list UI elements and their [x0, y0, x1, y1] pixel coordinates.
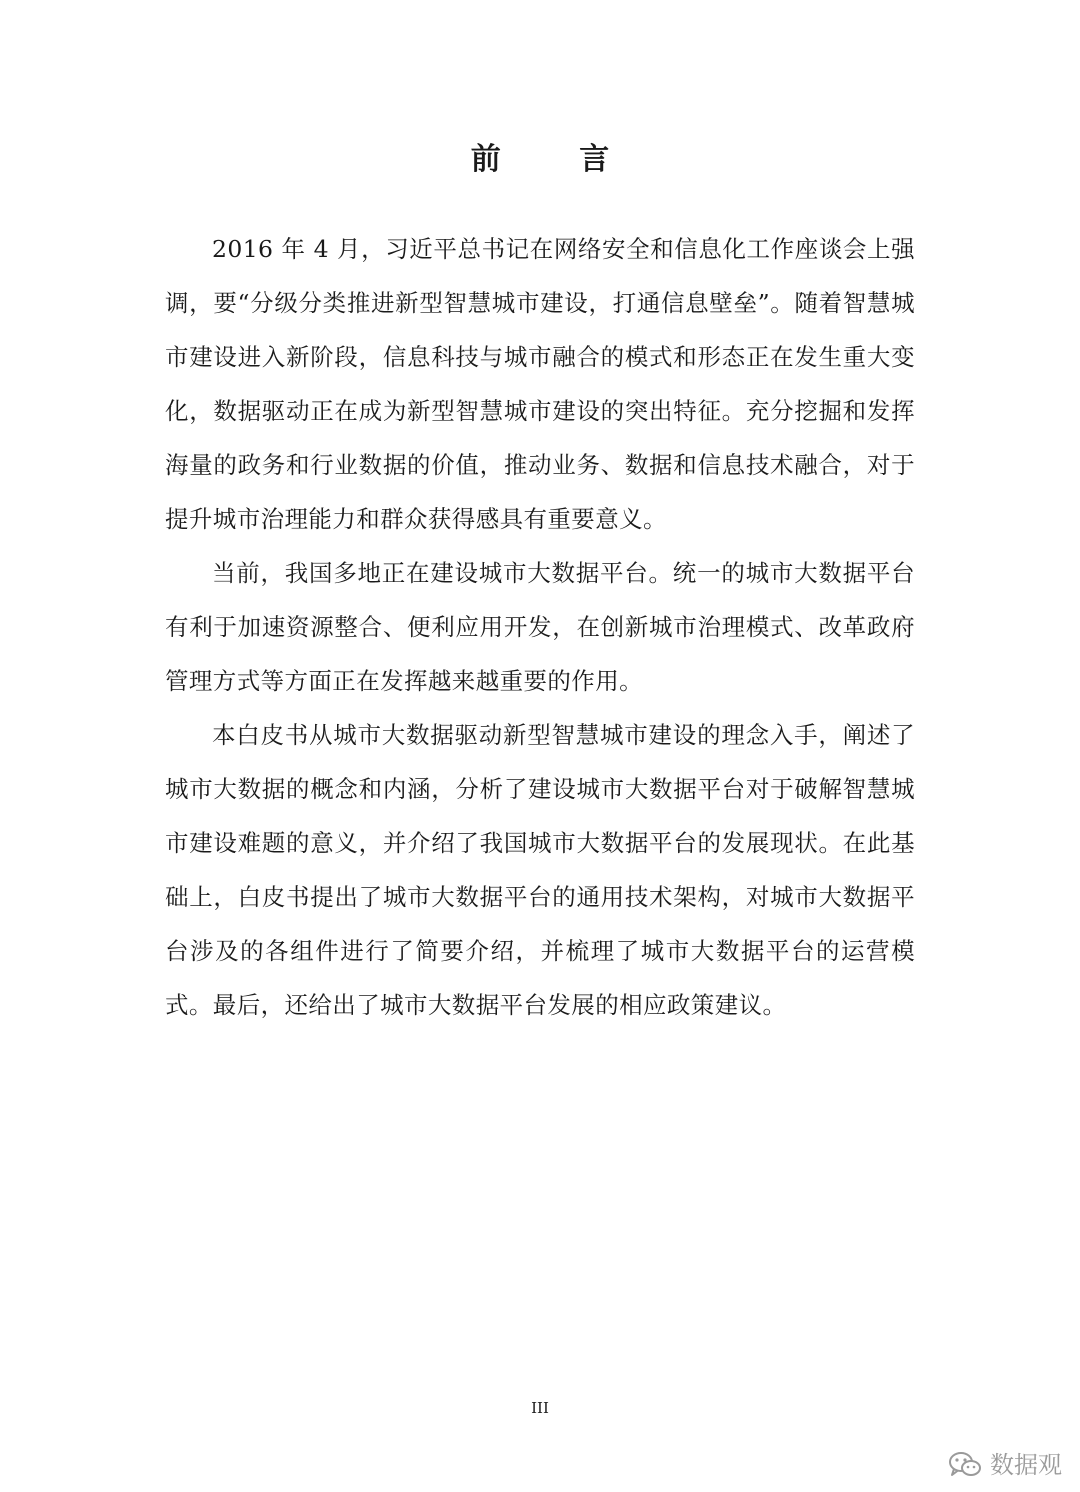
page-number: III — [531, 1399, 549, 1417]
watermark — [948, 1450, 1062, 1480]
body-text — [165, 222, 915, 1032]
paragraph-3: 本白皮书从城市大数据驱动新型智慧城市建设的理念入手，阐述了城市大数据的概念和内涵，分析了建设城市大数据平台对于破解智慧城市建设难题的意义，并介绍了我国城市大数据平台的发展现状。在此基础上，白皮书提出了城市大数据平台的通用技术架构，对城市大数据平台涉及的各组件进行了简要介绍，并梳理了城市大数据平台的运营模式。最后，还给出了城市大数据平台发展的相应政策建议。 — [165, 721, 915, 1019]
watermark-text: 数据观 — [990, 1451, 1062, 1479]
paragraph-2: 当前，我国多地正在建设城市大数据平台。统一的城市大数据平台有利于加速资源整合、便利应用开发，在创新城市治理模式、改革政府管理方式等方面正在发挥越来越重要的作用。 — [165, 559, 915, 695]
paragraph-1: 2016 年 4 月，习近平总书记在网络安全和信息化工作座谈会上强调，要“分级分类推进新型智慧城市建设，打通信息壁垒”。随着智慧城市建设进入新阶段，信息科技与城市融合的模式和形态正在发生重大变化，数据驱动正在成为新型智慧城市建设的突出特征。充分挖掘和发挥海量的政务和行业数据的价值，推动业务、数据和信息技术融合，对于提升城市治理能力和群众获得感具有重要意义。 — [165, 235, 915, 533]
wechat-icon — [948, 1451, 982, 1479]
page-title: 前 言 — [470, 142, 644, 177]
